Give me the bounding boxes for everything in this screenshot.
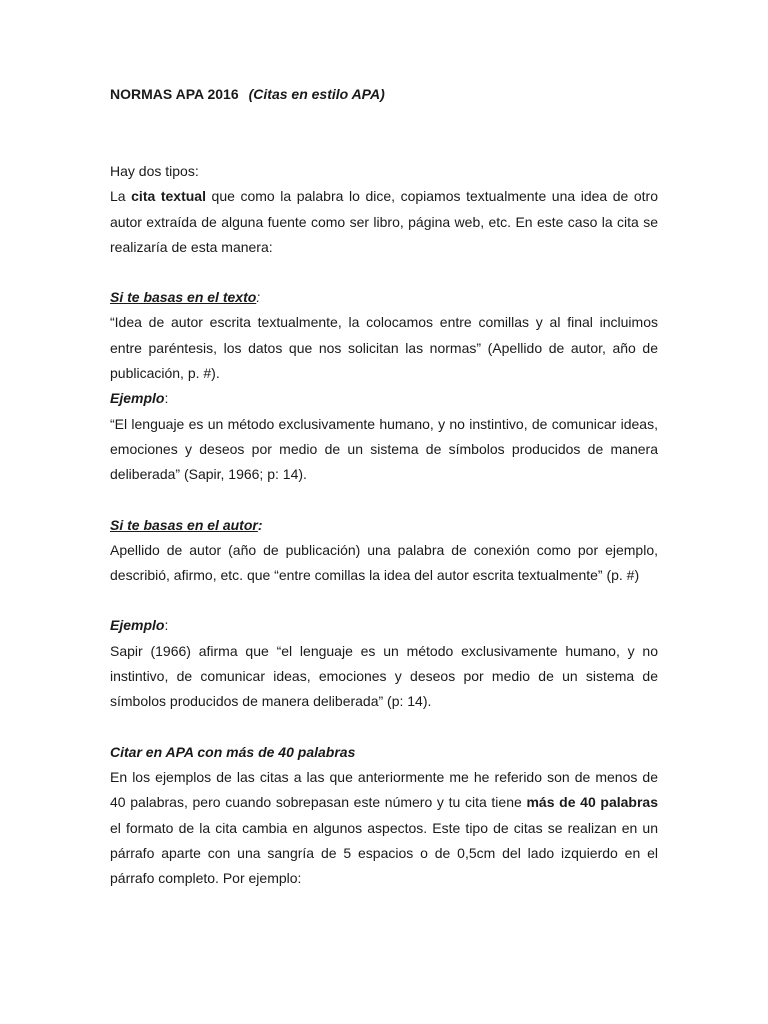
intro-line: Hay dos tipos: <box>110 163 199 179</box>
document-page <box>110 82 658 891</box>
example-suffix: : <box>164 390 169 407</box>
autor-body: Apellido de autor (año de publicación) una palabra de conexión como por ejemplo, describió, afirmo, etc. que “entre comillas la idea del autor escrita textualmente” (p. #) <box>110 541 658 584</box>
example-suffix: : <box>164 617 169 634</box>
forty-body-start: En los ejemplos de las citas a las que anteriormente me he referido son de menos de 40 palabras, pero cuando sobrepasan este número y tu cita tiene <box>110 768 658 811</box>
title-subtitle: (Citas en estilo APA) <box>248 86 385 102</box>
intro-bold-term: cita textual <box>131 188 206 205</box>
autor-example-label <box>110 613 658 638</box>
heading-texto-suffix: : <box>256 289 261 306</box>
spacer <box>110 107 658 159</box>
heading-autor-label: Si te basas en el autor <box>110 516 258 533</box>
section-heading-texto <box>110 285 658 310</box>
intro-start: La <box>110 188 132 205</box>
forty-body-bold: más de 40 palabras <box>526 794 658 811</box>
texto-example-label <box>110 386 658 411</box>
intro-paragraph <box>110 184 658 260</box>
section-heading-autor <box>110 513 658 538</box>
example-label: Ejemplo <box>110 390 165 407</box>
forty-body-rest: el formato de la cita cambia en algunos aspectos. Este tipo de citas se realizan en un párrafo aparte con una sangría de 5 espacios o de 0,5cm del lado izquierdo en el párrafo completo. Por ejemplo: <box>110 819 658 887</box>
document-title <box>110 82 658 107</box>
intro-rest: que como la palabra lo dice, copiamos textualmente una idea de otro autor extraída de alguna fuente como ser libro, página web, etc. En este caso la cita se realizaría de esta manera: <box>110 188 659 255</box>
autor-example-body: Sapir (1966) afirma que “el lenguaje es un método exclusivamente humano, y no instintivo, de comunicar ideas, emociones y deseos por medio de un sistema de símbolos producidos de manera deliberada” (p: 14). <box>110 642 658 710</box>
texto-example-body: “El lenguaje es un método exclusivamente humano, y no instintivo, de comunicar ideas, emociones y deseos por medio de un sistema de símbolos producidos de manera deliberada” (Sapir, 1966; p: 14). <box>110 415 658 483</box>
spacer <box>110 588 658 613</box>
heading-texto-label: Si te basas en el texto <box>110 289 257 306</box>
forty-body <box>110 765 658 891</box>
spacer <box>110 715 658 740</box>
spacer <box>110 488 658 513</box>
example-label: Ejemplo <box>110 617 165 634</box>
section-heading-forty: Citar en APA con más de 40 palabras <box>110 743 356 760</box>
spacer <box>110 260 658 285</box>
texto-body: “Idea de autor escrita textualmente, la colocamos entre comillas y al final incluimos entre paréntesis, los datos que nos solicitan las normas” (Apellido de autor, año de publicación, p. #). <box>110 314 658 382</box>
title-main: NORMAS APA 2016 <box>110 86 239 102</box>
heading-autor-suffix: : <box>257 516 263 533</box>
